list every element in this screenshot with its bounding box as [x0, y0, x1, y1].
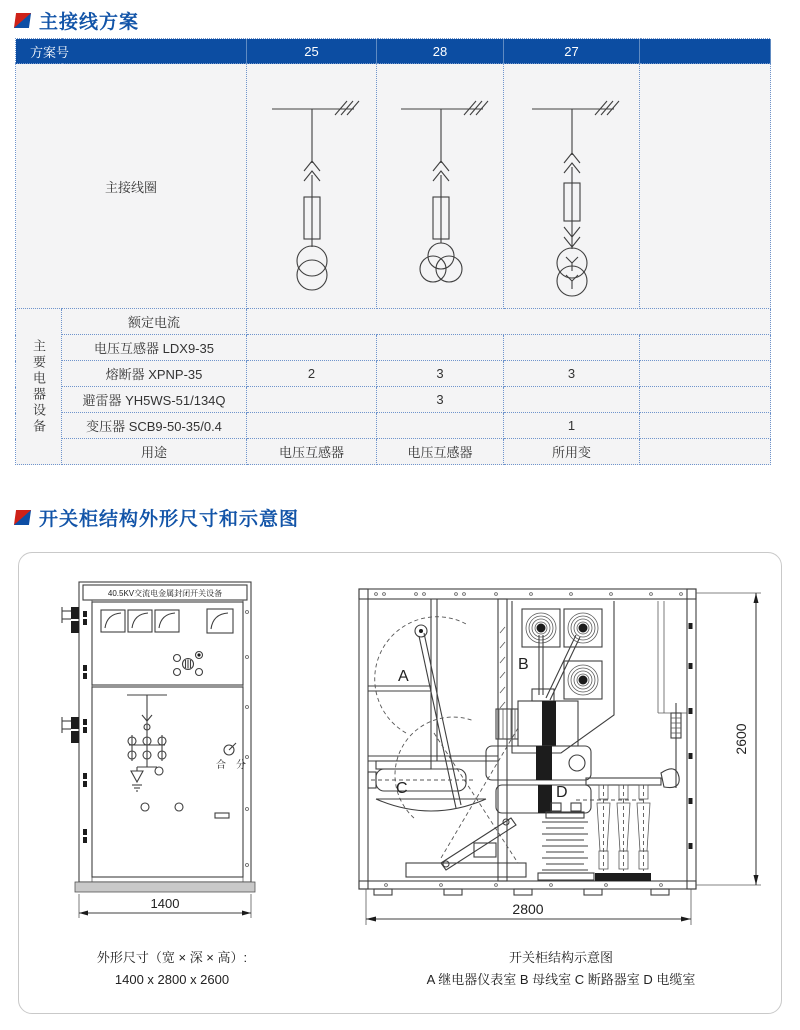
push-button — [175, 803, 183, 811]
height-dim-label: 2600 — [733, 723, 749, 755]
row-value — [504, 335, 640, 361]
row-value — [377, 335, 504, 361]
section-title-main-wiring — [15, 7, 139, 34]
scheme-empty-cell — [640, 64, 771, 309]
row-value — [640, 413, 771, 439]
row-label: 避雷器 YH5WS-51/134Q — [62, 387, 247, 413]
push-button — [141, 803, 149, 811]
cabinet-banner-label: 40.5KV交流电金属封闭开关设备 — [107, 589, 223, 598]
scheme-27-cell — [504, 64, 640, 309]
schematic-caption-legend: A 继电器仪表室 B 母线室 C 断路器室 D 电缆室 — [426, 972, 696, 987]
row-label: 变压器 SCB9-50-35/0.4 — [62, 413, 247, 439]
dimensions-caption — [47, 947, 297, 991]
cabinet-base — [75, 882, 255, 892]
diagram-row — [16, 64, 771, 309]
col-header-25: 25 — [247, 39, 377, 64]
row-value — [247, 413, 377, 439]
open-label: 分 — [236, 760, 246, 771]
row-value — [504, 387, 640, 413]
section-title-structure — [15, 504, 299, 531]
row-value: 2 — [247, 361, 377, 387]
row-value — [640, 439, 771, 465]
table-row — [16, 309, 771, 335]
col-header-scheme-no: 方案号 — [16, 39, 247, 64]
height-dimension — [696, 593, 761, 885]
equipment-group-label: 主要电器设备 — [16, 309, 62, 465]
table-header-row — [16, 39, 771, 64]
section-title-text: 主接线方案 — [39, 12, 140, 33]
section-title-text: 开关柜结构外形尺寸和示意图 — [39, 509, 300, 530]
depth-dimension — [366, 889, 691, 925]
open-close-switch — [216, 743, 246, 771]
width-dimension — [79, 894, 251, 918]
cable-terminations — [576, 778, 661, 881]
schematic-caption — [349, 947, 773, 991]
row-value: 电压互感器 — [247, 439, 377, 465]
row-label: 用途 — [62, 439, 247, 465]
section-marker-icon — [14, 510, 31, 525]
support-insulator — [538, 803, 594, 880]
cabinet-front-view-drawing — [59, 577, 264, 922]
row-label: 额定电流 — [62, 309, 247, 335]
dimensions-caption-value: 1400 x 2800 x 2600 — [114, 972, 230, 987]
row-value — [640, 361, 771, 387]
schematic-caption-title: 开关柜结构示意图 — [508, 950, 613, 965]
scheme-25-diagram — [248, 79, 376, 299]
indicator-lamps — [174, 652, 203, 676]
bushing-coils — [522, 609, 602, 699]
scheme-28-diagram — [377, 79, 505, 299]
row-value: 电压互感器 — [377, 439, 504, 465]
row-value: 所用变 — [504, 439, 640, 465]
row-value: 1 — [504, 413, 640, 439]
compartment-c-label: C — [396, 780, 408, 797]
scheme-28-cell — [377, 64, 504, 309]
scheme-25-cell — [247, 64, 377, 309]
row-label: 熔断器 XPNP-35 — [62, 361, 247, 387]
drawing-panel — [18, 552, 782, 1014]
dimensions-caption-title: 外形尺寸（宽 × 深 × 高）: — [96, 950, 248, 965]
panel-meters — [101, 609, 233, 633]
diagram-row-label: 主接线圈 — [16, 64, 247, 309]
table-row — [16, 413, 771, 439]
row-value — [247, 387, 377, 413]
col-header-28: 28 — [377, 39, 504, 64]
compartment-a-label: A — [398, 668, 409, 685]
switchgear-section-drawing — [346, 563, 776, 941]
close-label: 合 — [216, 760, 226, 771]
operating-rod — [661, 703, 681, 788]
row-value — [640, 387, 771, 413]
row-value-span — [247, 309, 771, 335]
interlock-lever — [375, 617, 518, 863]
row-value: 3 — [377, 361, 504, 387]
table-row — [16, 361, 771, 387]
row-value — [640, 335, 771, 361]
row-value: 3 — [377, 387, 504, 413]
breaker-truck — [368, 761, 526, 877]
row-value — [377, 413, 504, 439]
compartment-d-label: D — [556, 784, 568, 801]
nameplate — [215, 813, 229, 818]
width-dim-label: 1400 — [150, 896, 180, 911]
col-header-empty — [640, 39, 771, 64]
col-header-27: 27 — [504, 39, 640, 64]
table-row — [16, 335, 771, 361]
frame-bolts — [374, 593, 693, 895]
depth-dim-label: 2800 — [512, 901, 544, 917]
compartment-b-label: B — [518, 656, 529, 673]
door-hinges — [62, 607, 79, 743]
row-label: 电压互感器 LDX9-35 — [62, 335, 247, 361]
scheme-27-diagram — [508, 79, 636, 299]
table-row — [16, 439, 771, 465]
row-value: 3 — [504, 361, 640, 387]
section-marker-icon — [14, 13, 31, 28]
circuit-breaker — [486, 689, 591, 813]
table-row — [16, 387, 771, 413]
mimic-diagram — [127, 695, 167, 791]
main-wiring-scheme-table — [15, 38, 771, 465]
row-value — [247, 335, 377, 361]
